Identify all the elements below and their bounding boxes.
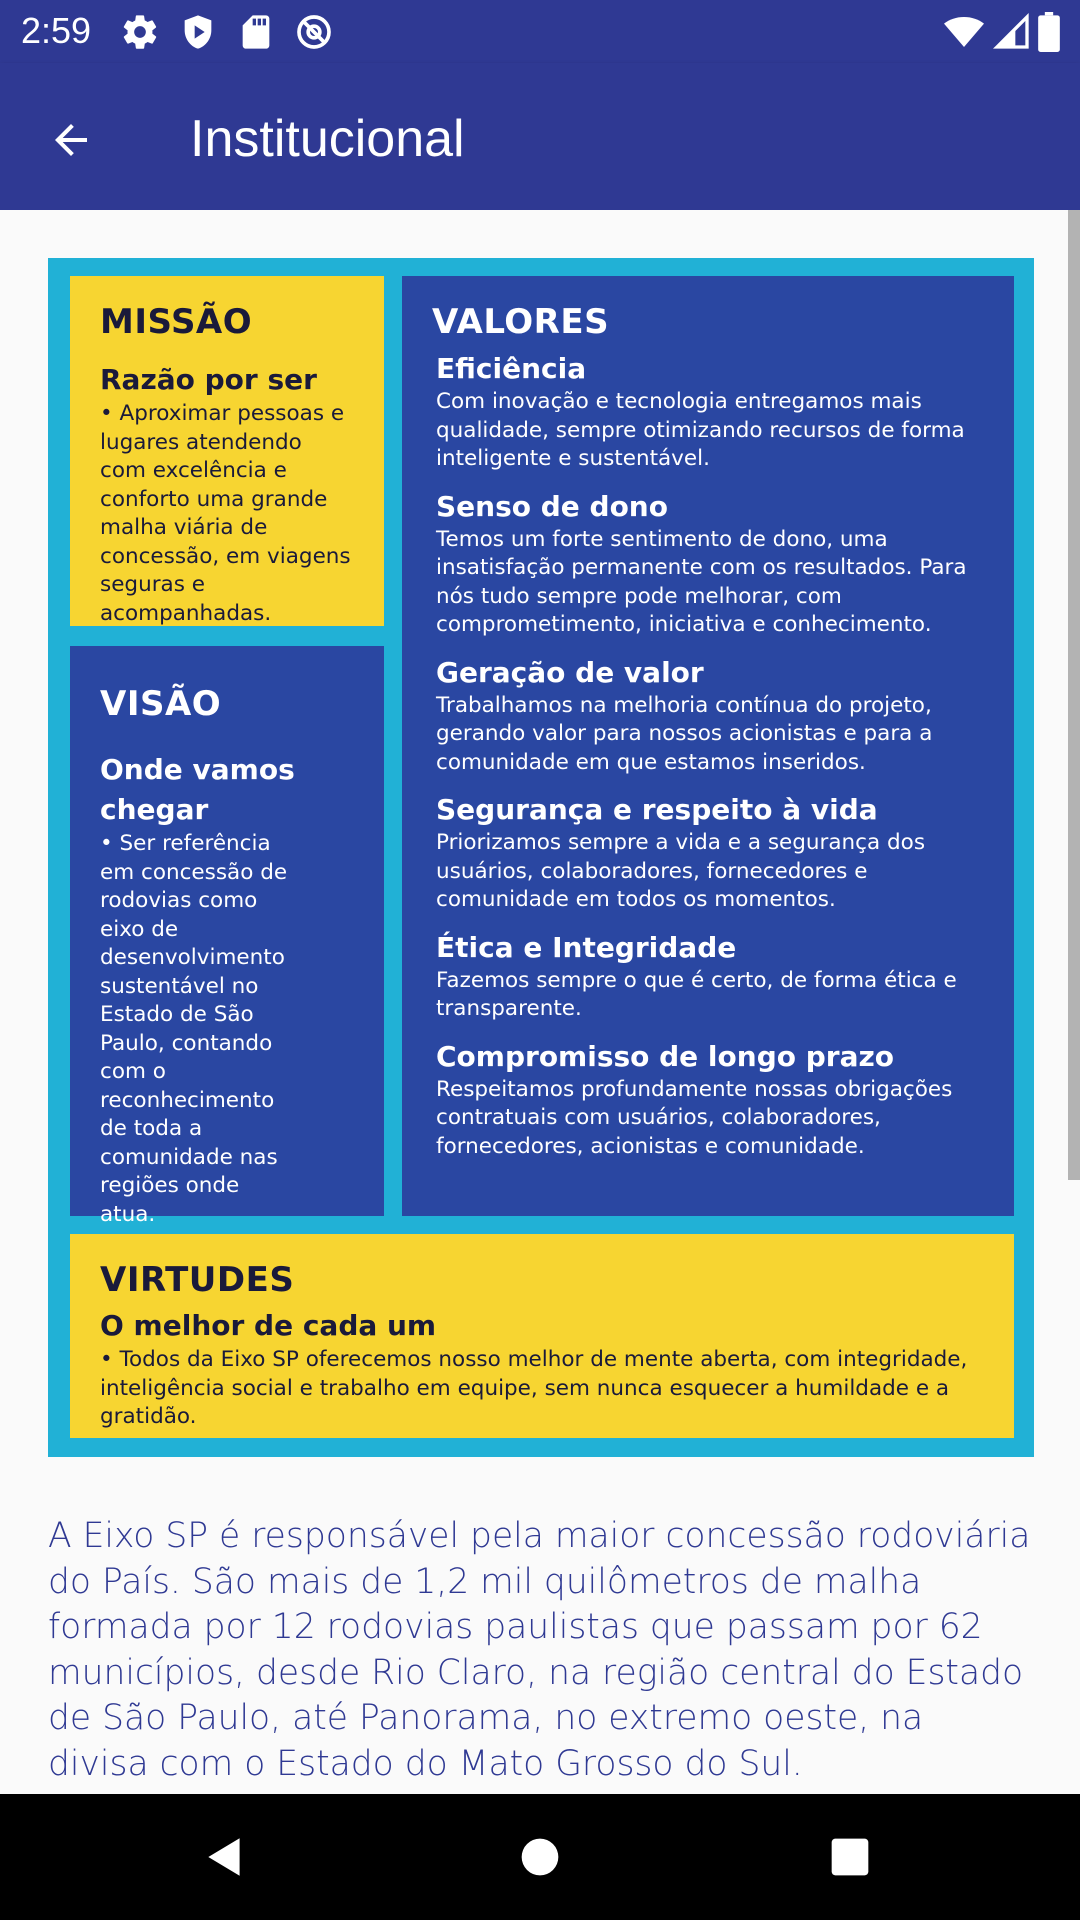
missao-box	[70, 276, 384, 626]
nav-back-button[interactable]	[195, 1827, 255, 1887]
at-sign-icon	[294, 12, 334, 52]
valor-item	[436, 488, 984, 640]
missao-text: • Aproximar pessoas e lugares atendendo com excelência e conforto uma grande malha viária de concessão, em viagens seguras e acompanhadas.	[100, 401, 351, 626]
valor-text: Com inovação e tecnologia entregamos mais qualidade, sempre otimizando recursos de forma inteligente e sustentável.	[436, 389, 965, 471]
valor-text: Priorizamos sempre a vida e a segurança dos usuários, colaboradores, fornecedores e comunidade em todos os momentos.	[436, 830, 926, 912]
valor-text: Fazemos sempre o que é certo, de forma ética e transparente.	[436, 967, 957, 1021]
valor-text: Temos um forte sentimento de dono, uma insatisfação permanente com os resultados. Para nós tudo sempre pode melhorar, com comprometimento, iniciativa e conhecimento.	[436, 526, 967, 637]
nav-recents-button[interactable]	[820, 1827, 880, 1887]
shield-icon	[178, 12, 218, 52]
institutional-description: A Eixo SP é responsável pela maior concessão rodoviária do País. São mais de 1,2 mil quilômetros de malha formada por 12 rodovias paulistas que passam por 62 municípios, desde Rio Claro, na região central do Estado de São Paulo, até Panorama, no extremo oeste, na divisa com o Estado do Mato Grosso do Sul.	[48, 1516, 1031, 1784]
valores-box	[402, 276, 1014, 1216]
settings-icon	[120, 12, 160, 52]
nav-home-button[interactable]	[510, 1827, 570, 1887]
visao-subtitle: Onde vamos chegar	[100, 753, 295, 826]
app-bar	[0, 63, 1080, 210]
wifi-icon	[942, 12, 986, 52]
content-scroll-area[interactable]	[0, 210, 1080, 1794]
sd-card-icon	[236, 12, 276, 52]
recents-square-icon	[828, 1835, 872, 1879]
scrollbar[interactable]	[1068, 210, 1080, 1180]
virtudes-box	[70, 1234, 1014, 1438]
status-bar	[0, 0, 1080, 63]
visao-text: • Ser referência em concessão de rodovias como eixo de desenvolvimento sustentável no Estado de São Paulo, contando com o reconhecimento de toda a comunidade nas regiões onde atua.	[100, 831, 288, 1227]
status-time: 2:59	[21, 10, 92, 51]
valor-item	[436, 350, 984, 474]
missao-title: MISSÃO	[100, 302, 253, 342]
valor-item	[436, 791, 984, 915]
virtudes-subtitle: O melhor de cada um	[100, 1309, 437, 1342]
valor-title: Geração de valor	[436, 655, 704, 689]
valor-item	[436, 929, 984, 1024]
home-circle-icon	[518, 1835, 562, 1879]
valor-text: Trabalhamos na melhoria contínua do projeto, gerando valor para nossos acionistas e para a comunidade em que estamos inseridos.	[436, 692, 933, 775]
valor-title: Ética e Integridade	[436, 930, 737, 964]
valor-title: Eficiência	[436, 352, 587, 385]
valor-item	[436, 654, 984, 778]
visao-box	[70, 646, 384, 1227]
valor-item	[436, 1038, 984, 1162]
valor-text: Respeitamos profundamente nossas obrigações contratuais com usuários, colaboradores, fornecedores, acionistas e comunidade.	[436, 1076, 953, 1159]
valores-title: VALORES	[432, 302, 610, 342]
valor-title: Senso de dono	[436, 489, 668, 523]
arrow-back-icon	[47, 116, 95, 164]
valor-title: Segurança e respeito à vida	[436, 793, 878, 826]
institutional-infographic	[48, 258, 1034, 1457]
valor-title: Compromisso de longo prazo	[436, 1039, 894, 1073]
back-button[interactable]	[36, 105, 106, 175]
virtudes-title: VIRTUDES	[100, 1260, 295, 1300]
signal-icon	[992, 12, 1032, 52]
page-title: Institucional	[190, 110, 465, 168]
back-triangle-icon	[200, 1832, 250, 1882]
navigation-bar	[0, 1794, 1080, 1920]
virtudes-text: • Todos da Eixo SP oferecemos nosso melhor de mente aberta, com integridade, inteligência social e trabalho em equipe, sem nunca esquecer a humildade e a gratidão.	[100, 1347, 968, 1429]
visao-title: VISÃO	[100, 684, 222, 724]
battery-icon	[1036, 12, 1062, 52]
missao-subtitle: Razão por ser	[100, 363, 317, 396]
